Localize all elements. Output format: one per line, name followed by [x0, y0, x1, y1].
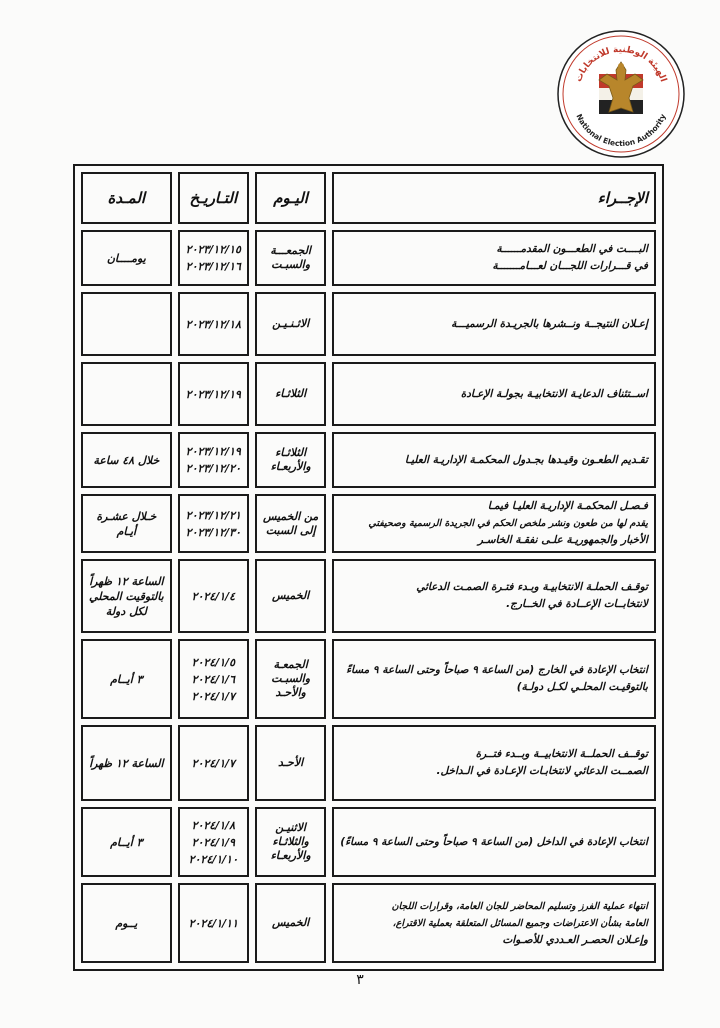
date-cell: [178, 559, 249, 633]
date-cell: [178, 432, 249, 488]
duration-line: خـلال عشـرة: [96, 509, 157, 523]
day-cell: [255, 559, 326, 633]
table-row: [81, 725, 656, 801]
day-line: الثلاثـاء: [275, 387, 307, 400]
date-line: ٢٠٢٤/١/٧: [191, 689, 236, 703]
day-line: الخميس: [272, 589, 310, 602]
date-cell: [178, 362, 249, 426]
date-line: ٢٠٢٣/١٢/٣٠: [185, 525, 241, 539]
duration-line: بالتوقيت المحلي: [89, 589, 164, 603]
duration-line: الساعة ١٢ ظهراً: [89, 756, 164, 770]
duration-line: لكل دولة: [105, 604, 147, 618]
day-line: الأحـد: [278, 756, 304, 769]
duration-cell: [81, 292, 172, 356]
date-cell: [178, 807, 249, 877]
action-line: الصمــت الدعائي لانتخابـات الإعـادة في الـداخل.: [436, 765, 648, 777]
date-cell: [178, 494, 249, 553]
action-cell: [332, 559, 656, 633]
day-cell: [255, 292, 326, 356]
duration-line: ٣ أيــام: [110, 835, 143, 849]
day-line: الثلاثـاء: [275, 446, 307, 459]
action-line: انتخاب الإعادة في الخارج (من الساعة ٩ صباحاً وحتى الساعة ٩ مساءً: [346, 664, 648, 676]
action-line: توقــف الحملــة الانتخابيــة وبــدء فتــرة: [475, 748, 648, 760]
table-row: [81, 639, 656, 719]
duration-line: يــوم: [115, 916, 138, 930]
day-line: الاثـنـيـن: [272, 317, 310, 330]
table-row: [81, 559, 656, 633]
day-cell: [255, 432, 326, 488]
day-cell: [255, 883, 326, 963]
date-cell: [178, 639, 249, 719]
table-row: [81, 807, 656, 877]
duration-cell: [81, 362, 172, 426]
day-line: والسبـت: [271, 258, 311, 271]
action-line: البــــت في الطعـــون المقدمــــــة: [496, 243, 648, 255]
action-cell: [332, 807, 656, 877]
day-cell: [255, 362, 326, 426]
logo-arabic-text: الهيئة الوطنية للانتخابات: [573, 44, 669, 84]
duration-cell: [81, 807, 172, 877]
page-number: ٣: [356, 972, 364, 988]
day-line: الجمعـــة: [270, 244, 311, 257]
duration-line: ٣ أيــام: [110, 672, 143, 686]
election-authority-logo: [555, 28, 687, 160]
date-line: ٢٠٢٣/١٢/٢١: [185, 508, 241, 522]
date-line: ٢٠٢٣/١٢/١٥: [185, 243, 241, 256]
date-line: ٢٠٢٤/١/٤: [191, 589, 236, 603]
action-cell: [332, 494, 656, 553]
action-line: الأخبار والجمهوريـة علـى نفقـة الخاسـر: [477, 534, 648, 546]
duration-cell: [81, 639, 172, 719]
action-line: انتخاب الإعادة في الداخل (من الساعة ٩ صباحاً وحتى الساعة ٩ مساءً): [340, 835, 648, 848]
date-cell: [178, 725, 249, 801]
date-line: ٢٠٢٤/١/٦: [191, 672, 236, 686]
header-day: اليـوم: [255, 172, 326, 224]
header-date: التـاريـخ: [178, 172, 249, 224]
day-line: إلى السبت: [265, 523, 316, 537]
table-row: [81, 494, 656, 553]
duration-cell: [81, 432, 172, 488]
day-cell: [255, 494, 326, 553]
date-line: ٢٠٢٤/١/٧: [191, 756, 236, 770]
action-line: فـصـل المحكمـة الإداريـة العليـا فيمـا: [487, 500, 648, 512]
action-line: انتهاء عملية الفرز وتسليم المحاضر للجان العامة، وقرارات اللجان: [391, 900, 648, 912]
action-line: يقدم لها من طعون ونشر ملخص الحكم في الجريدة الرسمية وصحيفتي: [368, 518, 648, 529]
header-duration: المـدة: [81, 172, 172, 224]
day-line: والثلاثـاء: [272, 835, 309, 848]
date-line: ٢٠٢٣/١٢/١٩: [185, 445, 241, 458]
day-line: والأحـد: [275, 686, 306, 699]
action-cell: [332, 883, 656, 963]
duration-line: خلال ٤٨ ساعة: [93, 453, 160, 467]
day-line: من الخميس: [262, 509, 319, 523]
action-line: اســتئناف الدعايـة الانتخابيـة بجولـة الإعـادة: [460, 387, 648, 400]
date-cell: [178, 292, 249, 356]
duration-line: يومــــان: [106, 251, 146, 265]
day-cell: [255, 807, 326, 877]
action-line: في قـــرارات اللجـــان لعـــامـــــــة: [492, 260, 648, 272]
day-cell: [255, 725, 326, 801]
action-cell: [332, 639, 656, 719]
action-line: وإعـلان الحصـر العـددي للأصـوات: [502, 933, 648, 946]
date-line: ٢٠٢٣/١٢/١٨: [185, 317, 241, 331]
date-line: ٢٠٢٤/١/١١: [188, 916, 239, 930]
table-row: [81, 883, 656, 963]
action-cell: [332, 292, 656, 356]
action-cell: [332, 725, 656, 801]
date-line: ٢٠٢٣/١٢/٢٠: [185, 462, 241, 475]
day-line: والأربعـاء: [270, 849, 311, 862]
action-line: توقـف الحملـة الانتخابيـة وبـدء فتـرة الصمـت الدعائي: [416, 581, 648, 593]
date-line: ٢٠٢٤/١/٥: [191, 655, 236, 669]
action-cell: [332, 230, 656, 286]
duration-cell: [81, 725, 172, 801]
duration-line: أيـام: [116, 524, 137, 538]
action-line: العامة بشأن الاعتراضات وجميع المسائل المتعلقة بعملية الاقتراع،: [392, 917, 648, 929]
action-line: تقـديم الطعـون وقيـدها بجـدول المحكمـة الإداريـة العليـا: [404, 453, 648, 466]
action-cell: [332, 432, 656, 488]
day-line: الخميس: [272, 916, 310, 929]
duration-cell: [81, 230, 172, 286]
header-action: الإجــراء: [332, 172, 656, 224]
duration-cell: [81, 494, 172, 553]
action-cell: [332, 362, 656, 426]
runoff-schedule-table: [73, 164, 664, 971]
date-cell: [178, 883, 249, 963]
table-row: [81, 432, 656, 488]
table-row: [81, 292, 656, 356]
table-row: [81, 362, 656, 426]
day-cell: [255, 639, 326, 719]
date-line: ٢٠٢٤/١/١٠: [188, 852, 239, 866]
table-row: [81, 230, 656, 286]
duration-line: الساعة ١٢ ظهراً: [89, 574, 164, 588]
duration-cell: [81, 559, 172, 633]
date-line: ٢٠٢٤/١/٨: [191, 818, 236, 832]
day-line: الجمعـة: [273, 658, 308, 671]
day-line: والأربعـاء: [270, 460, 311, 473]
day-cell: [255, 230, 326, 286]
logo-english-text: National Election Authority: [574, 112, 668, 149]
table-header-row: [81, 172, 656, 224]
action-line: إعـلان النتيجــة ونــشرها بالجريـدة الرسميـــة: [451, 317, 648, 330]
action-line: لانتخابــات الإعــادة في الخــارج.: [506, 598, 648, 610]
date-line: ٢٠٢٣/١٢/١٦: [185, 260, 241, 273]
date-cell: [178, 230, 249, 286]
date-line: ٢٠٢٣/١٢/١٩: [185, 387, 241, 401]
day-line: الاثنيـن: [275, 821, 306, 834]
action-line: بالتوقيـت المحلـي لكـل دولـة): [516, 681, 648, 693]
date-line: ٢٠٢٤/١/٩: [191, 835, 236, 849]
day-line: والسبـت: [271, 672, 311, 685]
duration-cell: [81, 883, 172, 963]
